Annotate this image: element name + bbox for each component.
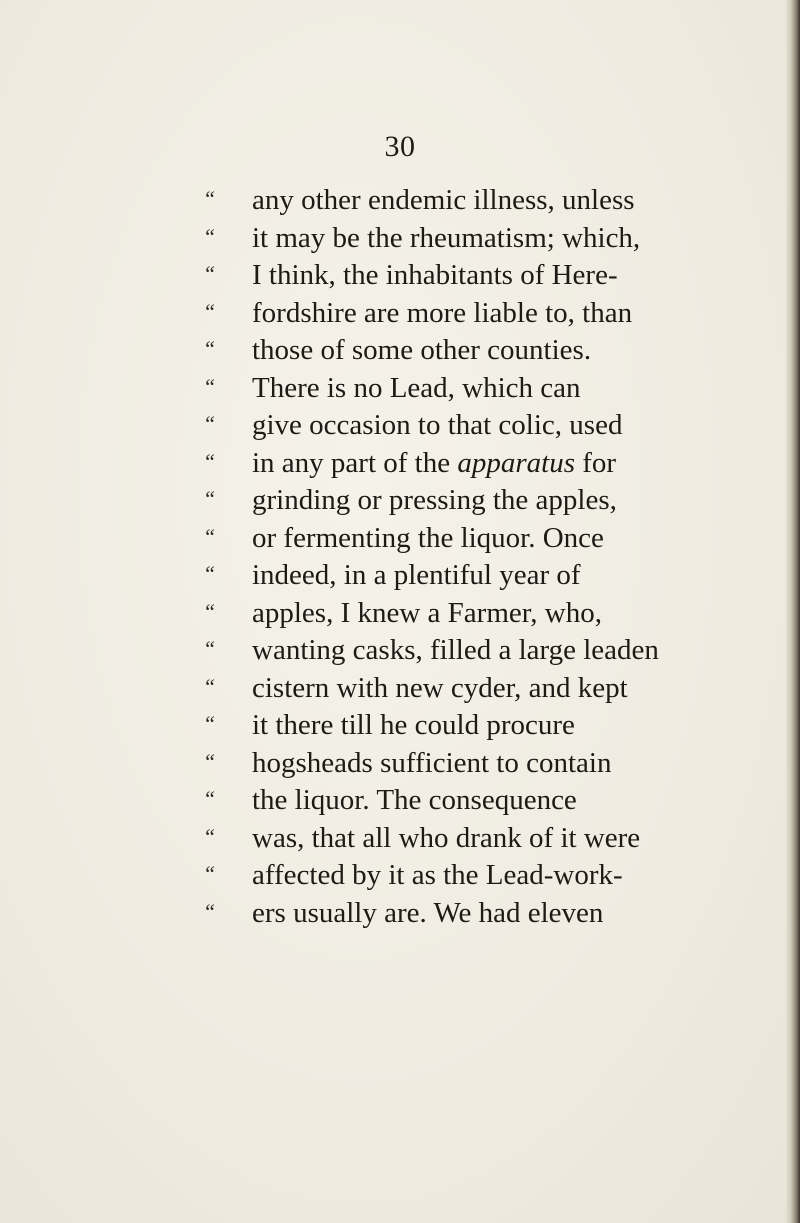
text-line: [0, 295, 800, 333]
quote-mark: “: [203, 898, 216, 924]
line-text: fordshire are more liable to, than: [252, 296, 633, 329]
text-line: [0, 595, 800, 633]
line-text: give occasion to that colic, used: [252, 409, 623, 441]
line-text: any other endemic illness, unless: [252, 184, 635, 216]
quote-mark: “: [203, 486, 216, 511]
quote-mark: “: [203, 786, 216, 811]
quote-mark: “: [203, 448, 216, 474]
text-line: [0, 220, 800, 258]
line-text: the liquor. The consequence: [252, 784, 577, 816]
quote-mark: “: [203, 336, 216, 361]
line-text: was, that all who drank of it were: [252, 821, 641, 854]
quote-mark: “: [203, 711, 216, 736]
text-line: [0, 445, 800, 483]
quoted-passage: [0, 182, 800, 932]
text-line: [0, 332, 800, 370]
line-text: grinding or pressing the apples,: [252, 484, 617, 516]
text-line: [0, 182, 800, 220]
line-text: hogsheads sufficient to contain: [252, 746, 612, 779]
line-text: it there till he could procure: [252, 709, 575, 741]
text-line: [0, 557, 800, 595]
italic-term: apparatus: [457, 446, 575, 479]
quote-mark: “: [203, 561, 216, 586]
text-line: [0, 257, 800, 295]
text-line: [0, 707, 800, 745]
line-text: apples, I knew a Farmer, who,: [252, 596, 602, 629]
quote-mark: “: [203, 186, 216, 211]
text-line: [0, 670, 800, 708]
text-line: [0, 895, 800, 933]
line-text: or fermenting the liquor. Once: [252, 521, 604, 554]
quote-mark: “: [203, 223, 216, 249]
text-line: [0, 782, 800, 820]
quote-mark: “: [203, 636, 216, 661]
line-text: those of some other counties.: [252, 334, 592, 366]
line-text: cistern with new cyder, and kept: [252, 671, 628, 704]
text-line: [0, 482, 800, 520]
line-text: I think, the inhabitants of Here-: [252, 259, 618, 291]
line-text: indeed, in a plentiful year of: [252, 559, 581, 591]
text-line: [0, 407, 800, 445]
line-text: ers usually are. We had eleven: [252, 896, 604, 929]
line-text: wanting casks, filled a large leaden: [252, 634, 659, 666]
quote-mark: “: [203, 598, 216, 624]
text-line: [0, 820, 800, 858]
quote-mark: “: [203, 523, 216, 549]
quote-mark: “: [203, 673, 216, 699]
quote-mark: “: [203, 298, 216, 324]
line-text: in any part of the apparatus for: [252, 446, 617, 479]
text-line: [0, 632, 800, 670]
line-text: it may be the rheumatism; which,: [252, 221, 641, 254]
line-text: There is no Lead, which can: [252, 371, 581, 404]
text-line: [0, 745, 800, 783]
text-line: [0, 520, 800, 558]
quote-mark: “: [203, 411, 216, 436]
text-line: [0, 857, 800, 895]
page-edge-shadow: [786, 0, 800, 1223]
page-number: 30: [384, 130, 416, 163]
text-line: [0, 370, 800, 408]
quote-mark: “: [203, 823, 216, 849]
quote-mark: “: [203, 861, 216, 886]
quote-mark: “: [203, 261, 216, 286]
quote-mark: “: [203, 373, 216, 399]
line-text: affected by it as the Lead-work-: [252, 859, 623, 891]
quote-mark: “: [203, 748, 216, 774]
